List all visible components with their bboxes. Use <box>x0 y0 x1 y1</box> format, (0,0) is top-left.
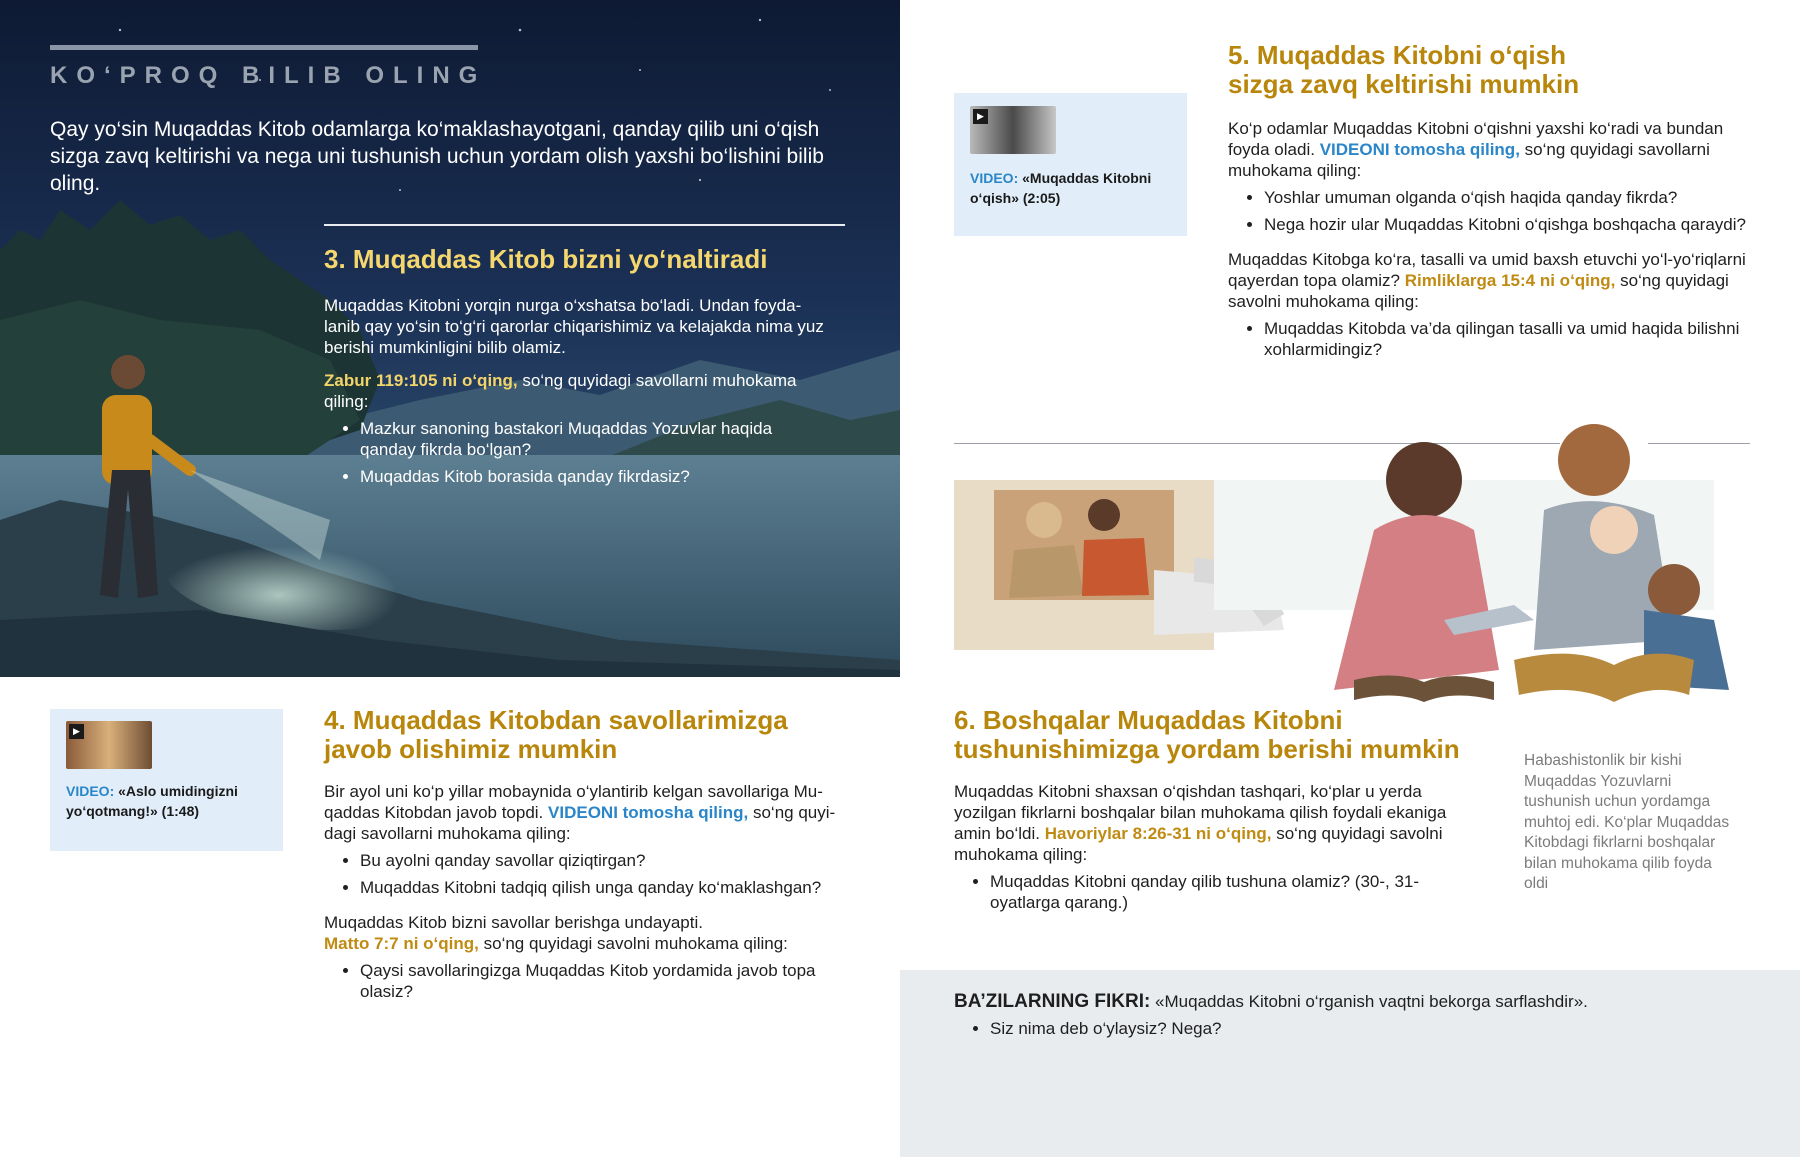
kicker-title: KO‘PROQ BILIB OLING <box>50 62 487 89</box>
some-say-label: BA’ZILARNING FIKRI: <box>954 991 1151 1012</box>
list-item: • Muqaddas Kitobni qanday qilib tushuna olamiz? (30-, 31-oyatlarga qarang.) <box>990 871 1462 913</box>
section3-read-rest: so‘ng quyidagi savollarni muhokama qiling: <box>324 371 797 411</box>
section4-title: 4. Muqaddas Kitobdan savollarimizga javob olishimiz mumkin <box>324 705 788 764</box>
list-item: • Nega hozir ular Muqaddas Kitobni o‘qishga boshqacha qaraydi? <box>1264 214 1760 235</box>
section5-text2: Muqaddas Kitobga ko‘ra, tasalli va umid baxsh etuvchi yo‘l-yo‘riqlarni qayerdan topa olamiz? <box>1228 250 1746 290</box>
section4-scripture-link[interactable]: Matto 7:7 ni o‘qing, <box>324 934 479 953</box>
section5-text-rest: so‘ng quyidagi savollarni muhokama qiling: <box>1228 140 1710 180</box>
some-say-line <box>954 991 1754 1012</box>
video-caption <box>66 781 271 821</box>
section5-read-rest: so‘ng quyidagi savolni muhokama qiling: <box>1228 271 1729 311</box>
section6-title: 6. Boshqalar Muqaddas Kitobni tushunishimizga yordam berishi mumkin <box>954 705 1460 764</box>
section5-paragraph2 <box>1228 249 1760 312</box>
section4-list <box>324 850 844 898</box>
list-item: • Muqaddas Kitobda va’da qilingan tasalli va umid haqida bilishni xohlarmidingiz? <box>1264 318 1760 360</box>
video-thumbnail[interactable] <box>970 106 1056 154</box>
video-title[interactable]: «Aslo umidingizni yo‘qotmang!» (1:48) <box>66 783 238 819</box>
section4-list2 <box>324 960 844 1002</box>
section3-title: 3. Muqaddas Kitob bizni yo‘naltiradi <box>324 244 768 274</box>
section5-paragraph <box>1228 118 1760 181</box>
some-say-list <box>954 1018 1754 1039</box>
section6-read-rest: so‘ng quyidagi savolni muhokama qiling: <box>954 824 1443 864</box>
section3-body <box>324 295 829 493</box>
section4-body <box>324 781 844 1008</box>
video-caption <box>970 168 1175 208</box>
section6-paragraph <box>954 781 1462 865</box>
section6-text: Muqaddas Kitobni shaxsan o‘qishdan tashqari, ko‘plar u yerda yozilgan fikrlarni boshqalar bilan muhokama qilish foydali ekaniga amin bo‘ldi. <box>954 782 1447 843</box>
intro-text: Qay yo‘sin Muqaddas Kitob odamlarga ko‘maklashayotgani, qanday qilib uni o‘qish sizga zavq keltirishi va nega uni tushunish uchun yordam olish yaxshi bo‘lishini bilib oling. <box>50 118 824 195</box>
video-title[interactable]: «Muqaddas Kitobni o‘qish» (2:05) <box>970 170 1152 206</box>
video-thumbnail[interactable] <box>66 721 152 769</box>
section6-scripture-link[interactable]: Havoriylar 8:26-31 ni o‘qing, <box>1044 824 1272 843</box>
section5-list <box>1228 187 1760 235</box>
section5-list2 <box>1228 318 1760 360</box>
section3-scripture-link[interactable]: Zabur 119:105 ni o‘qing, <box>324 371 518 390</box>
section6-illustration <box>954 420 1800 740</box>
some-say-quote: «Muqaddas Kitobni o‘rganish vaqtni bekorga sarflashdir». <box>1150 992 1588 1011</box>
section3-list <box>324 418 829 487</box>
play-icon[interactable]: ▶ <box>69 724 84 739</box>
section3-rule <box>324 224 845 226</box>
section6-list <box>954 871 1462 913</box>
section4-text: Bir ayol uni ko‘p yillar mobaynida o‘ylantirib kelgan savollariga Muqaddas Kitobdan javob topdi. <box>324 782 823 822</box>
section4-paragraph <box>324 781 844 844</box>
section6-body <box>954 781 1462 919</box>
section4-read-line <box>324 933 844 954</box>
section4-text-rest: so‘ng quyidagi savollarni muhokama qiling: <box>324 803 836 843</box>
list-item: • Mazkur sanoning bastakori Muqaddas Yozuvlar haqida qanday fikrda bo‘lgan? <box>360 418 829 460</box>
list-item: • Yoshlar umuman olganda o‘qish haqida qanday fikrda? <box>1264 187 1760 208</box>
section4-video-card[interactable] <box>50 709 283 851</box>
section5-text: Ko‘p odamlar Muqaddas Kitobni o‘qishni yaxshi ko‘radi va bundan foyda oladi. <box>1228 119 1724 159</box>
section5-scripture-link[interactable]: Rimliklarga 15:4 ni o‘qing, <box>1404 271 1616 290</box>
list-item: • Muqaddas Kitobni tadqiq qilish unga qanday ko‘maklashgan? <box>360 877 844 898</box>
video-label: VIDEO: <box>66 783 115 799</box>
list-item: • Qaysi savollaringizga Muqaddas Kitob yordamida javob topa olasiz? <box>360 960 844 1002</box>
section5-body <box>1228 118 1760 366</box>
section3-read-line <box>324 370 829 412</box>
list-item: • Bu ayolni qanday savollar qiziqtirgan? <box>360 850 844 871</box>
list-item: • Muqaddas Kitob borasida qanday fikrdasiz? <box>360 466 829 487</box>
image-caption: Habashistonlik bir kishi Muqaddas Yozuvlarni tushunish uchun yordamga muhtoj edi. Ko‘plar Muqaddas Kitobdagi fikrlarni boshqalar bilan muhokama qilib foyda oldi <box>1524 752 1730 892</box>
section3-paragraph: Muqaddas Kitobni yorqin nurga o‘xshatsa bo‘ladi. Undan foydalanib qay yo‘sin to‘g‘ri qarorlar chiqarishimiz va kelajakda nima yuz berishi mumkinligini bilib olamiz. <box>324 296 824 357</box>
some-say-box <box>954 991 1754 1045</box>
kicker-bar <box>50 45 478 50</box>
section5-video-card[interactable] <box>954 93 1187 236</box>
video-label: VIDEO: <box>970 170 1019 186</box>
section4-read-rest: so‘ng quyidagi savolni muhokama qiling: <box>478 934 788 953</box>
section5-video-link[interactable]: VIDEONI tomosha qiling, <box>1319 140 1520 159</box>
section4-paragraph2: Muqaddas Kitob bizni savollar berishga undayapti. <box>324 913 703 932</box>
section4-video-link[interactable]: VIDEONI tomosha qiling, <box>548 803 749 822</box>
list-item: • Siz nima deb o‘ylaysiz? Nega? <box>990 1018 1754 1039</box>
play-icon[interactable]: ▶ <box>973 109 988 124</box>
section5-title: 5. Muqaddas Kitobni o‘qish sizga zavq keltirishi mumkin <box>1228 40 1580 99</box>
